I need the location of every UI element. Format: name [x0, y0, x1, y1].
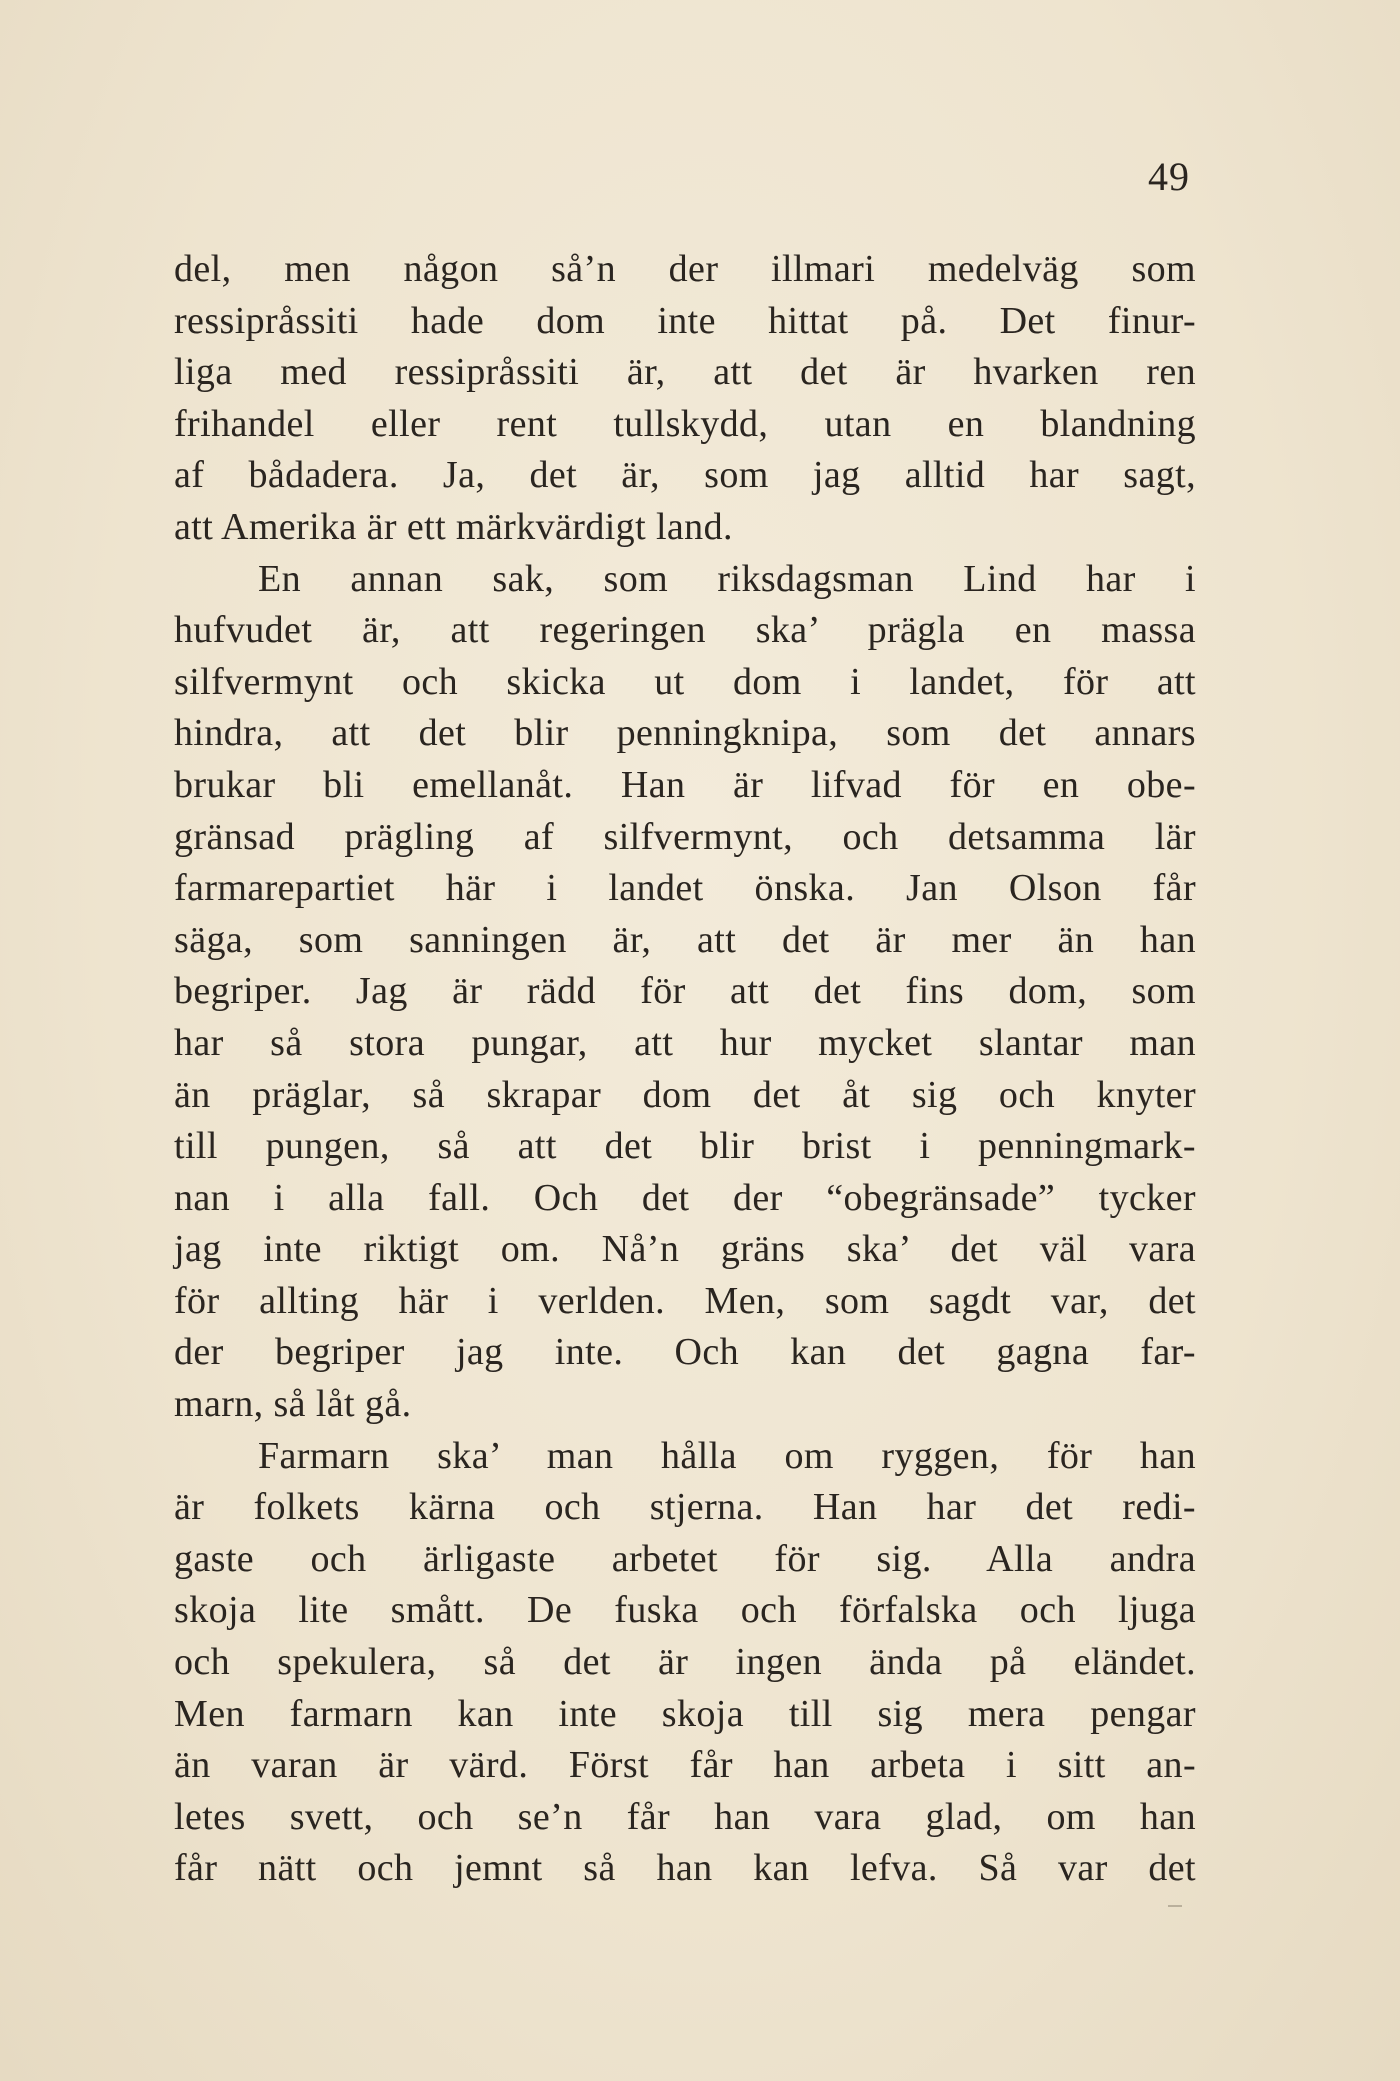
- text-line: till pungen, så att det blir brist i penningmark-: [174, 1125, 1196, 1168]
- text-line: silfvermynt och skicka ut dom i landet, för att: [174, 660, 1196, 703]
- text-line: är folkets kärna och stjerna. Han har det redi-: [174, 1486, 1196, 1529]
- text-line: ressipråssiti hade dom inte hittat på. Det finur-: [174, 299, 1196, 342]
- text-line: skoja lite smått. De fuska och förfalska och ljuga: [174, 1589, 1196, 1632]
- text-line: och spekulera, så det är ingen ända på eländet.: [174, 1641, 1196, 1684]
- text-line: än präglar, så skrapar dom det åt sig och knyter: [174, 1073, 1196, 1116]
- text-line: brukar bli emellanåt. Han är lifvad för en obe-: [174, 763, 1196, 806]
- text-line: får nätt och jemnt så han kan lefva. Så var det: [174, 1847, 1196, 1890]
- page-number: 49: [1148, 154, 1190, 199]
- text-line: än varan är värd. Först får han arbeta i sitt an-: [174, 1744, 1196, 1787]
- text-line: begriper. Jag är rädd för att det fins dom, som: [174, 970, 1196, 1013]
- text-line: frihandel eller rent tullskydd, utan en blandning: [174, 402, 1196, 445]
- margin-mark: [1168, 1905, 1182, 1907]
- text-line: hufvudet är, att regeringen ska’ prägla en massa: [174, 609, 1196, 652]
- text-line: marn, så låt gå.: [174, 1383, 412, 1426]
- text-line: jag inte riktigt om. Nå’n gräns ska’ det väl vara: [174, 1228, 1196, 1271]
- text-line: nan i alla fall. Och det der “obegränsade” tycker: [174, 1176, 1196, 1219]
- text-line: gaste och ärligaste arbetet för sig. Alla andra: [174, 1537, 1196, 1580]
- text-line: Farmarn ska’ man hålla om ryggen, för han: [258, 1434, 1196, 1477]
- text-line: för allting här i verlden. Men, som sagdt var, det: [174, 1279, 1196, 1322]
- text-line: farmarepartiet här i landet önska. Jan Olson får: [174, 867, 1196, 910]
- text-line: liga med ressipråssiti är, att det är hvarken ren: [174, 351, 1196, 394]
- text-line: del, men någon så’n der illmari medelväg som: [174, 248, 1196, 290]
- text-line: En annan sak, som riksdagsman Lind har i: [258, 557, 1196, 600]
- text-line: har så stora pungar, att hur mycket slantar man: [174, 1021, 1196, 1064]
- text-line: der begriper jag inte. Och kan det gagna far-: [174, 1331, 1196, 1374]
- body-text: [174, 244, 1196, 1895]
- text-line: säga, som sanningen är, att det är mer än han: [174, 918, 1196, 961]
- text-line: letes svett, och se’n får han vara glad, om han: [174, 1795, 1196, 1838]
- text-line: hindra, att det blir penningknipa, som det annars: [174, 712, 1196, 755]
- text-line: Men farmarn kan inte skoja till sig mera pengar: [174, 1692, 1196, 1735]
- text-line: att Amerika är ett märkvärdigt land.: [174, 505, 733, 548]
- text-line: af bådadera. Ja, det är, som jag alltid har sagt,: [174, 454, 1196, 497]
- text-line: gränsad prägling af silfvermynt, och detsamma lär: [174, 815, 1196, 858]
